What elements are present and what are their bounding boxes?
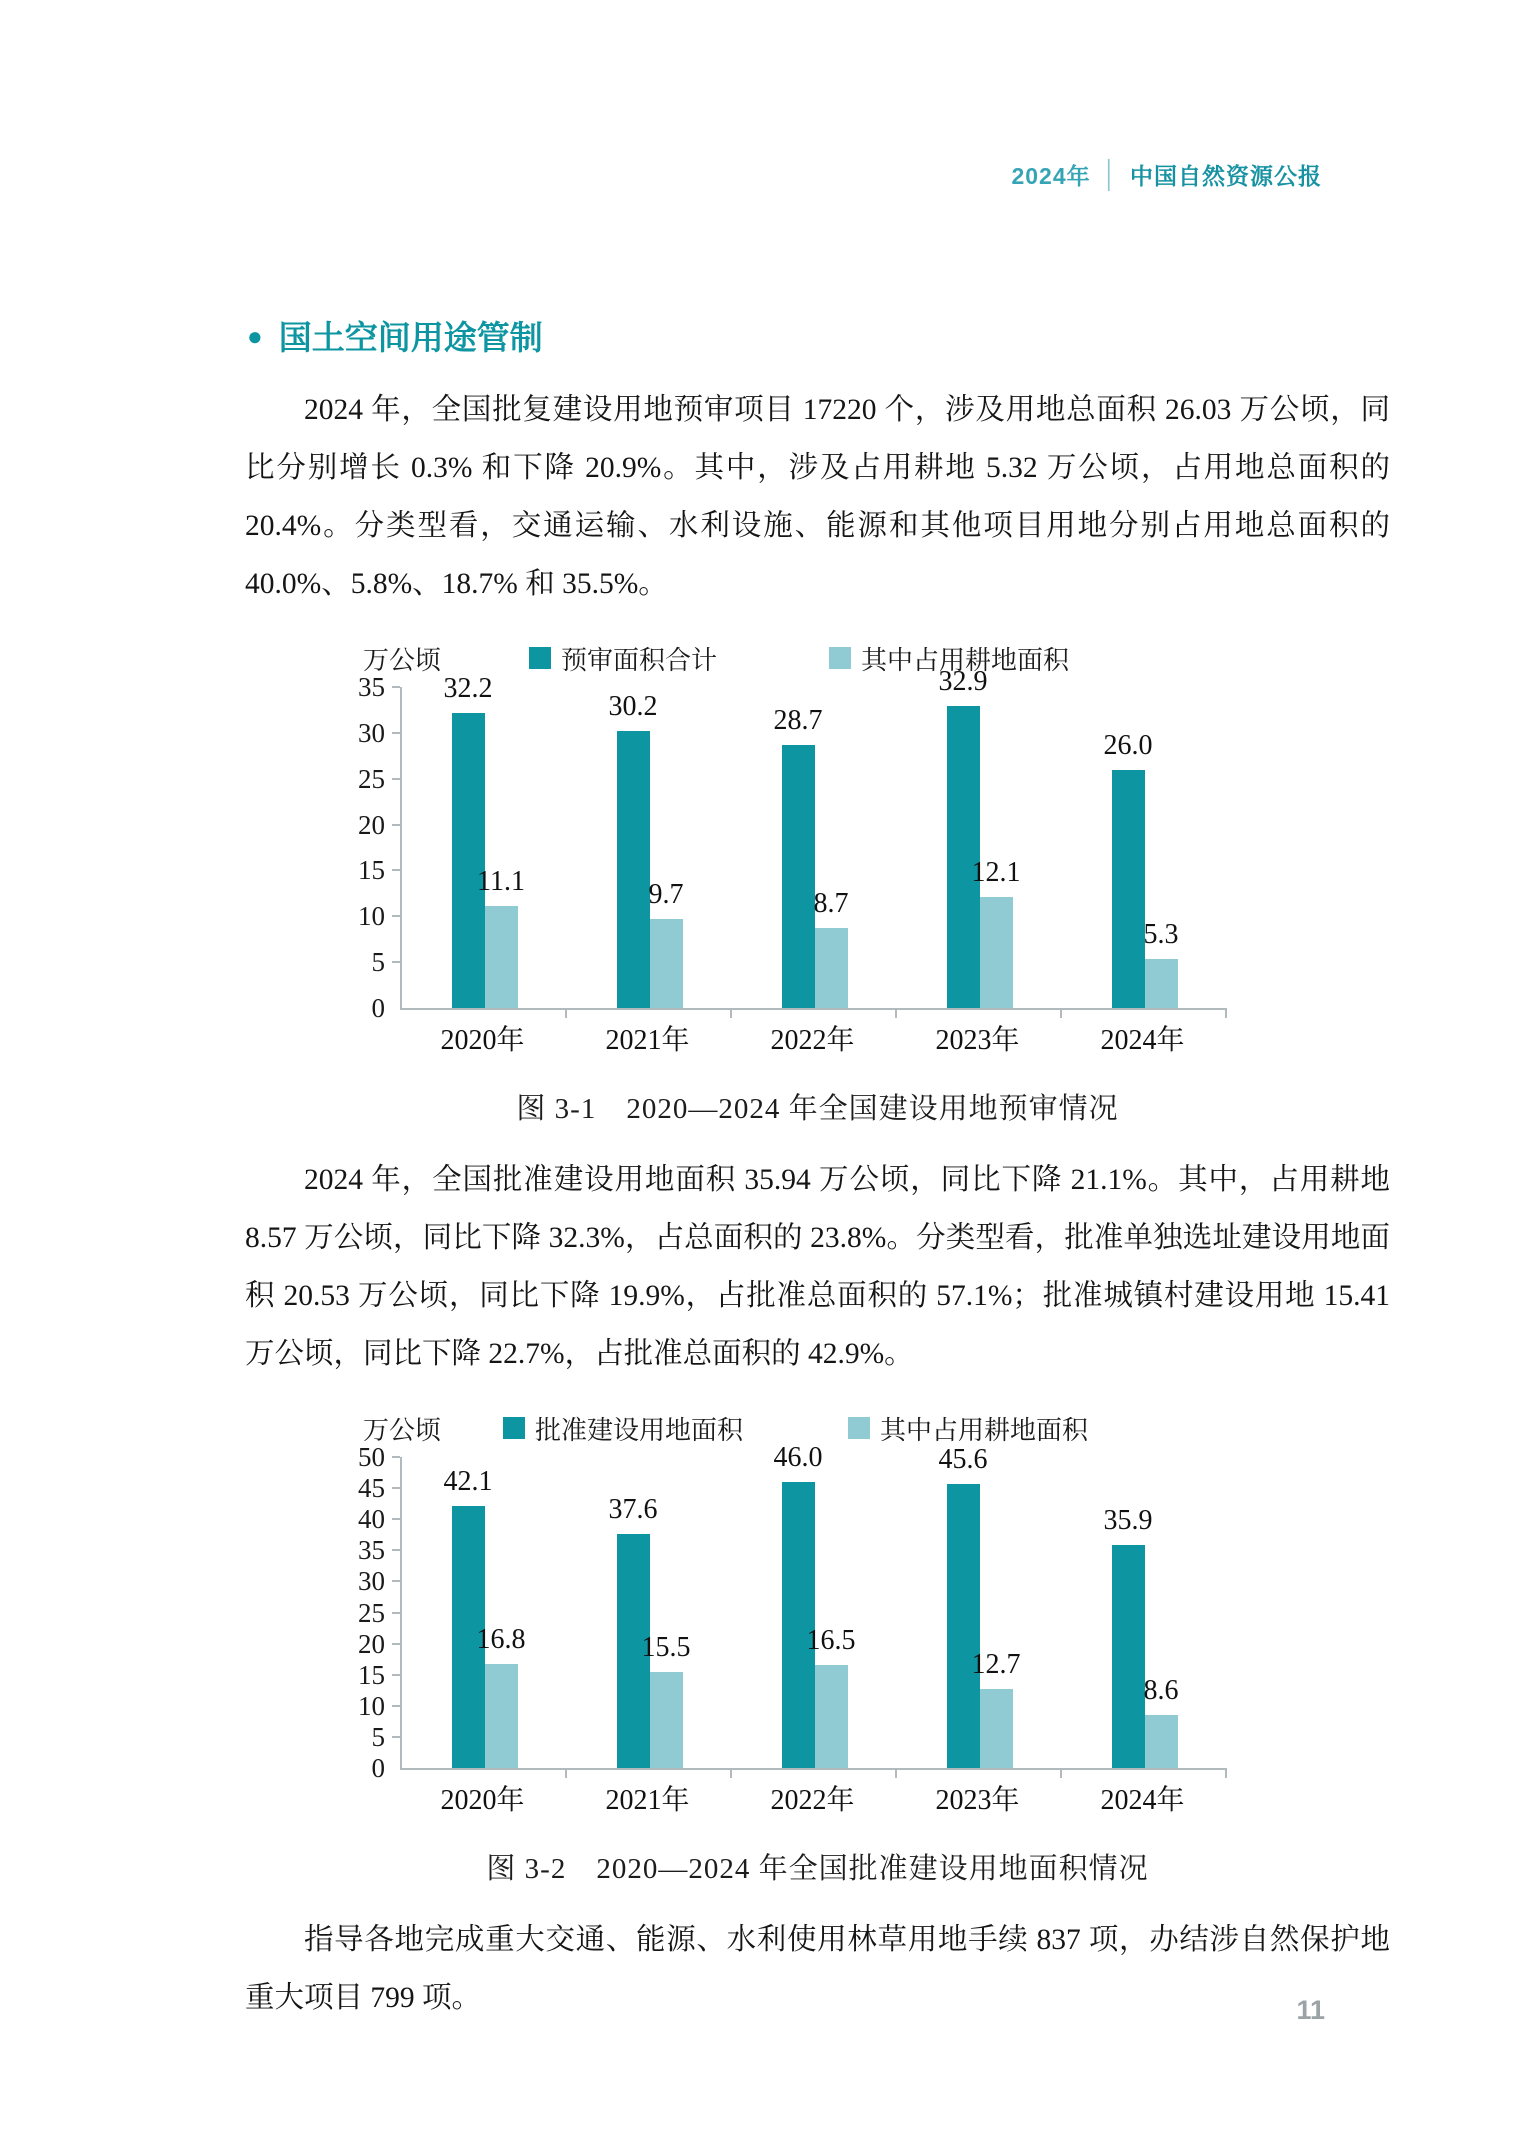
bar-value-label: 42.1 bbox=[443, 1466, 493, 1498]
x-category-label: 2021年 bbox=[605, 1025, 690, 1056]
bar-primary bbox=[782, 745, 815, 1008]
chart-top-row bbox=[245, 639, 1390, 677]
x-category-label: 2023年 bbox=[935, 1785, 1020, 1816]
x-category-label: 2024年 bbox=[1100, 1785, 1185, 1816]
legend-label: 批准建设用地面积 bbox=[535, 1415, 744, 1445]
bar-secondary bbox=[485, 906, 518, 1008]
y-tick-label: 15 bbox=[358, 1659, 385, 1690]
bar-secondary bbox=[650, 1672, 683, 1768]
y-tick-mark bbox=[392, 1612, 400, 1614]
bar-primary bbox=[1112, 1545, 1145, 1768]
bar-primary bbox=[1112, 770, 1145, 1008]
y-tick-label: 35 bbox=[358, 672, 385, 702]
y-tick-label: 45 bbox=[358, 1473, 385, 1504]
x-tick-mark bbox=[1225, 1010, 1227, 1018]
bar-value-label: 37.6 bbox=[608, 1494, 658, 1526]
y-tick-mark bbox=[392, 1580, 400, 1582]
y-tick-mark bbox=[392, 686, 400, 688]
y-tick-label: 25 bbox=[358, 1597, 385, 1628]
chart-approval bbox=[245, 1409, 1390, 1887]
y-tick-mark bbox=[392, 1674, 400, 1676]
bar-value-label: 26.0 bbox=[1103, 729, 1153, 761]
legend-label: 其中占用耕地面积 bbox=[861, 645, 1070, 675]
plot-row bbox=[245, 666, 1390, 1023]
page-number-text: 11 bbox=[1296, 1995, 1325, 2025]
x-category-label: 2022年 bbox=[770, 1025, 855, 1056]
y-tick-mark bbox=[392, 824, 400, 826]
legend-swatch-icon bbox=[848, 1417, 870, 1439]
x-tick-mark bbox=[895, 1770, 897, 1778]
x-tick-mark bbox=[565, 1010, 567, 1018]
x-category-label: 2020年 bbox=[440, 1785, 525, 1816]
y-tick-label: 10 bbox=[358, 1690, 385, 1721]
running-header bbox=[1011, 158, 1322, 191]
bar-value-label: 9.7 bbox=[648, 879, 684, 911]
y-tick-label: 0 bbox=[371, 1753, 385, 1783]
legend-swatch-icon bbox=[529, 647, 551, 669]
x-tick-mark bbox=[565, 1770, 567, 1778]
bar-primary bbox=[947, 1484, 980, 1768]
plot-row bbox=[245, 1441, 1390, 1783]
y-tick-mark bbox=[392, 1643, 400, 1645]
x-category-label: 2020年 bbox=[440, 1025, 525, 1056]
x-category-label: 2021年 bbox=[605, 1785, 690, 1816]
bar-secondary bbox=[815, 928, 848, 1008]
bar-primary bbox=[617, 731, 650, 1008]
bar-value-label: 30.2 bbox=[608, 691, 658, 723]
bar-secondary bbox=[1145, 959, 1178, 1008]
bar-value-label: 11.1 bbox=[477, 866, 525, 898]
legend-item-0 bbox=[503, 1410, 743, 1447]
x-tick-mark bbox=[1225, 1770, 1227, 1778]
y-tick-mark bbox=[392, 961, 400, 963]
plot-area bbox=[400, 1441, 1227, 1770]
y-tick-label: 30 bbox=[358, 717, 385, 748]
x-tick-mark bbox=[895, 1010, 897, 1018]
chart-caption: 图 3-1 2020—2024 年全国建设用地预审情况 bbox=[516, 1093, 1119, 1125]
bar-value-label: 16.8 bbox=[476, 1623, 526, 1655]
page-content bbox=[245, 312, 1390, 2027]
legend-label: 预审面积合计 bbox=[561, 645, 718, 675]
bar-value-label: 8.7 bbox=[813, 888, 849, 920]
y-tick-label: 50 bbox=[358, 1442, 385, 1472]
bar-secondary bbox=[980, 897, 1013, 1008]
x-tick-mark bbox=[730, 1770, 732, 1778]
bar-secondary bbox=[980, 1689, 1013, 1768]
chart-legend bbox=[529, 640, 1069, 677]
header-title: 中国自然资源公报 bbox=[1130, 163, 1322, 189]
y-tick-mark bbox=[392, 732, 400, 734]
bar-value-label: 12.1 bbox=[971, 857, 1021, 889]
bar-value-label: 35.9 bbox=[1103, 1504, 1153, 1536]
bar-secondary bbox=[815, 1665, 848, 1768]
x-axis-labels bbox=[400, 1778, 1225, 1824]
y-tick-label: 30 bbox=[358, 1566, 385, 1597]
bar-value-label: 16.5 bbox=[806, 1625, 856, 1657]
chart-preapproval bbox=[245, 639, 1390, 1127]
y-tick-mark bbox=[392, 778, 400, 780]
bar-value-label: 32.2 bbox=[443, 672, 493, 704]
y-tick-label: 5 bbox=[371, 1721, 385, 1752]
header-year: 2024年 bbox=[1011, 163, 1091, 189]
y-axis-labels bbox=[245, 672, 385, 1023]
y-tick-label: 25 bbox=[358, 763, 385, 794]
y-tick-label: 20 bbox=[358, 809, 385, 840]
bar-primary bbox=[452, 713, 485, 1008]
x-category-label: 2024年 bbox=[1100, 1025, 1185, 1056]
bar-value-label: 8.6 bbox=[1143, 1674, 1179, 1706]
bar-value-label: 45.6 bbox=[938, 1444, 988, 1476]
bar-secondary bbox=[1145, 1715, 1178, 1768]
y-tick-mark bbox=[392, 1518, 400, 1520]
y-tick-label: 0 bbox=[371, 993, 385, 1023]
y-tick-label: 5 bbox=[371, 947, 385, 978]
legend-swatch-icon bbox=[503, 1417, 525, 1439]
y-tick-mark bbox=[392, 869, 400, 871]
section-heading-text: 国土空间用途管制 bbox=[278, 319, 543, 356]
paragraph-preapproval: 2024 年，全国批复建设用地预审项目 17220 个，涉及用地总面积 26.03 万公顷，同比分别增长 0.3% 和下降 20.9%。其中，涉及占用耕地 5.32 万公顷，占用地总面积的 20.4%。分类型看，交通运输、水利设施、能源和其他项目用地分别占用地总面积的 40.0%、5.8%、18.7% 和 35.5%。 bbox=[245, 394, 1390, 600]
y-tick-mark bbox=[392, 915, 400, 917]
page-number bbox=[1296, 1995, 1325, 2026]
y-tick-mark bbox=[392, 1736, 400, 1738]
bar-value-label: 46.0 bbox=[773, 1441, 823, 1473]
bar-value-label: 15.5 bbox=[641, 1631, 691, 1663]
x-category-label: 2023年 bbox=[935, 1025, 1020, 1056]
y-axis-unit-label: 万公顷 bbox=[363, 1415, 442, 1445]
paragraph-forest-grass: 指导各地完成重大交通、能源、水利使用林草用地手续 837 项，办结涉自然保护地重大项目 799 项。 bbox=[245, 1924, 1390, 2014]
y-tick-label: 20 bbox=[358, 1628, 385, 1659]
y-tick-label: 10 bbox=[358, 901, 385, 932]
y-axis-labels bbox=[245, 1442, 385, 1783]
x-axis-labels bbox=[400, 1018, 1225, 1064]
paragraph-approval: 2024 年，全国批准建设用地面积 35.94 万公顷，同比下降 21.1%。其中，占用耕地 8.57 万公顷，同比下降 32.3%，占总面积的 23.8%。分类型看，批准单独选址建设用地面积 20.53 万公顷，同比下降 19.9%，占批准总面积的 57.1%；批准城镇村建设用地 15.41 万公顷，同比下降 22.7%，占批准总面积的 42.9%。 bbox=[245, 1164, 1390, 1370]
bar-secondary bbox=[485, 1664, 518, 1768]
y-axis-unit-label: 万公顷 bbox=[363, 645, 442, 675]
bar-value-label: 32.9 bbox=[938, 666, 988, 698]
x-category-label: 2022年 bbox=[770, 1785, 855, 1816]
legend-item-0 bbox=[529, 640, 717, 677]
x-tick-mark bbox=[1060, 1010, 1062, 1018]
plot-area bbox=[400, 666, 1227, 1010]
y-tick-mark bbox=[392, 1487, 400, 1489]
bar-secondary bbox=[650, 919, 683, 1008]
header-separator: │ bbox=[1102, 158, 1118, 189]
y-tick-mark bbox=[392, 1456, 400, 1458]
bar-value-label: 12.7 bbox=[971, 1649, 1021, 1681]
x-tick-mark bbox=[730, 1010, 732, 1018]
bar-value-label: 5.3 bbox=[1143, 919, 1179, 951]
bar-value-label: 28.7 bbox=[773, 704, 823, 736]
bullet-icon: ● bbox=[247, 320, 263, 351]
y-tick-label: 15 bbox=[358, 855, 385, 886]
y-tick-mark bbox=[392, 1549, 400, 1551]
section-heading bbox=[247, 312, 1390, 359]
chart-caption: 图 3-2 2020—2024 年全国批准建设用地面积情况 bbox=[486, 1853, 1149, 1885]
legend-label: 其中占用耕地面积 bbox=[880, 1415, 1089, 1445]
y-tick-label: 40 bbox=[358, 1504, 385, 1535]
legend-swatch-icon bbox=[829, 647, 851, 669]
y-tick-mark bbox=[392, 1705, 400, 1707]
x-tick-mark bbox=[1060, 1770, 1062, 1778]
y-tick-label: 35 bbox=[358, 1535, 385, 1566]
legend-item-1 bbox=[848, 1410, 1088, 1447]
